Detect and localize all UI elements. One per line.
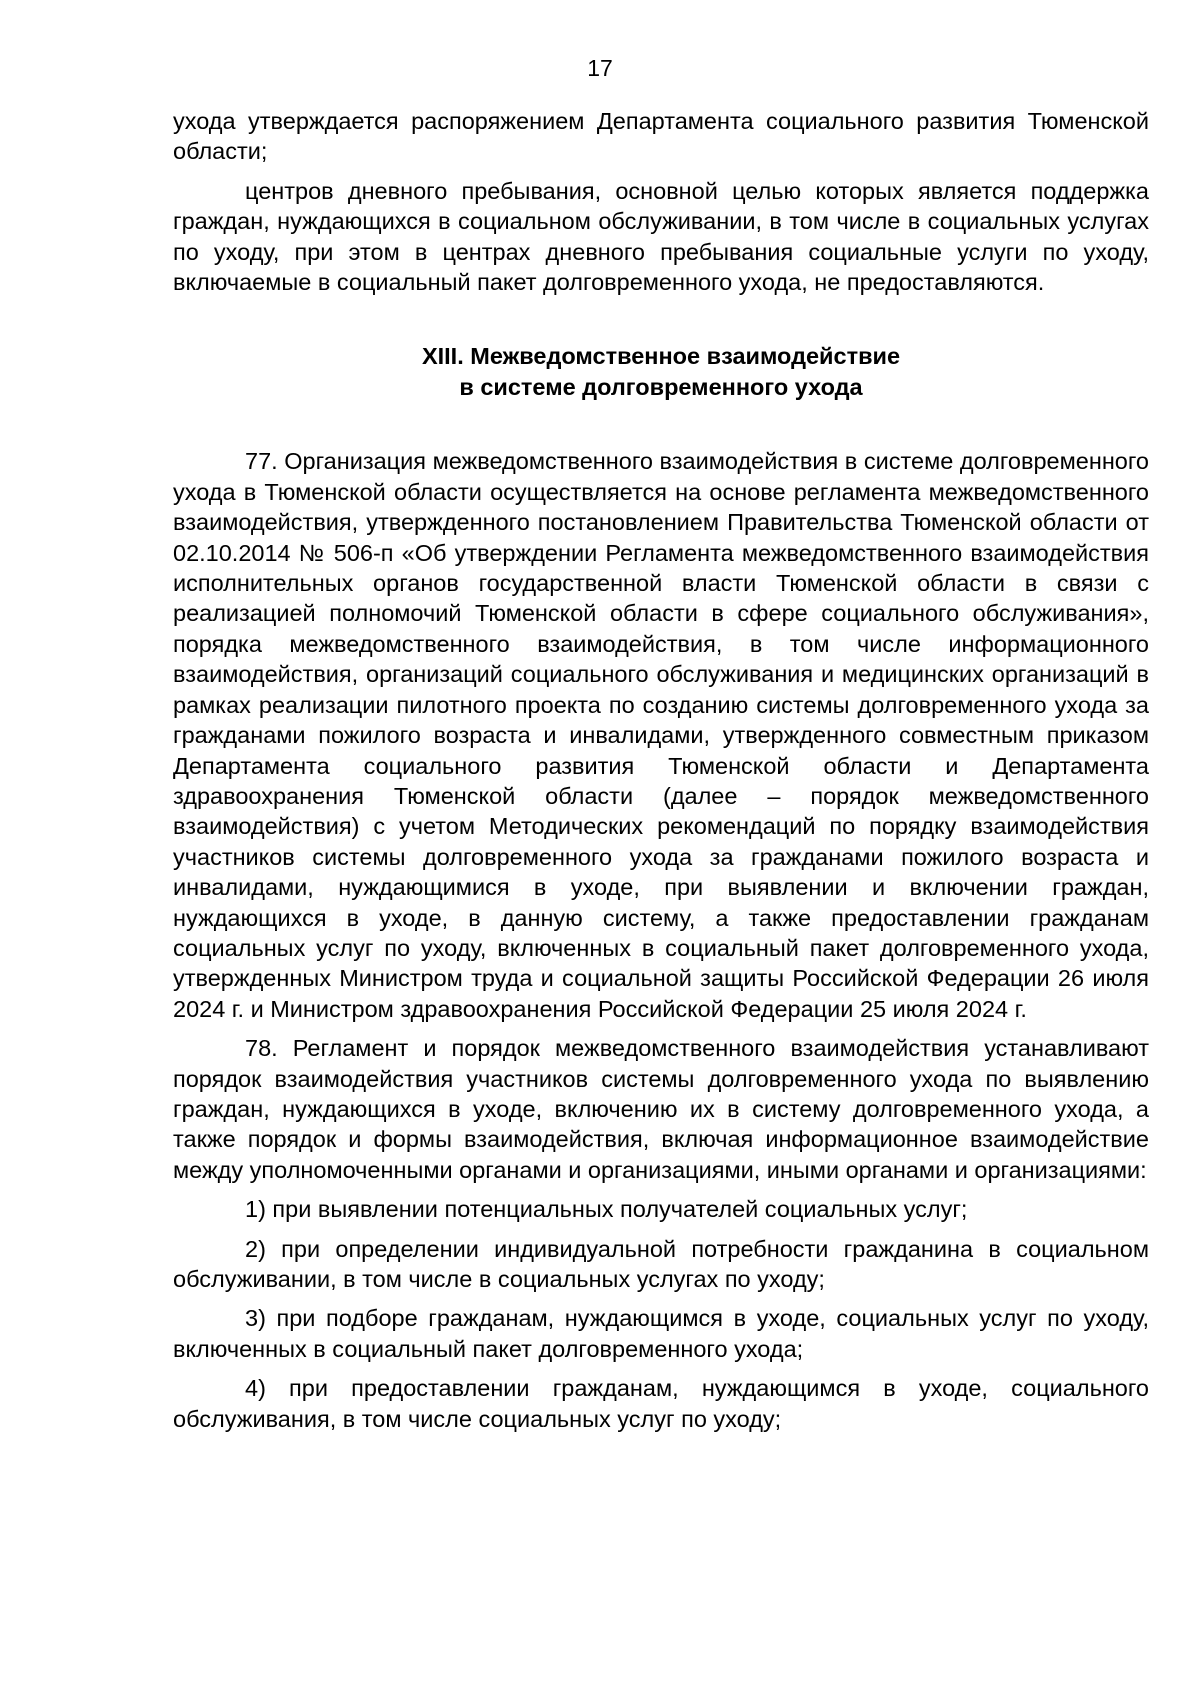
list-item-2: 2) при определении индивидуальной потребности гражданина в социальном обслуживании, в том числе в социальных услугах по уходу; (173, 1235, 1149, 1292)
list-item-4: 4) при предоставлении гражданам, нуждающимся в уходе, социального обслуживания, в том числе социальных услуг по уходу; (173, 1375, 1149, 1432)
page-number: 17 (587, 55, 613, 81)
paragraph-78: 78. Регламент и порядок межведомственного взаимодействия устанавливают порядок взаимодействия участников системы долговременного ухода по выявлению граждан, нуждающихся в уходе, включению их в систему долговременного ухода, а также порядок и формы взаимодействия, включая информационное взаимодействие между уполномоченными органами и организациями, иными органами и организациями: (173, 1035, 1149, 1183)
list-item-3: 3) при подборе гражданам, нуждающимся в уходе, социальных услуг по уходу, включенных в социальный пакет долговременного ухода; (173, 1305, 1149, 1362)
section-heading-line-2: в системе долговременного ухода (459, 373, 863, 400)
paragraph-continuation: ухода утверждается распоряжением Департамента социального развития Тюменской области; (173, 108, 1149, 165)
list-item-1: 1) при выявлении потенциальных получателей социальных услуг; (245, 1196, 968, 1223)
section-heading (173, 341, 1149, 402)
paragraph-day-centers: центров дневного пребывания, основной целью которых является поддержка граждан, нуждающихся в социальном обслуживании, в том числе в социальных услугах по уходу, при этом в центрах дневного пребывания социальные услуги по уходу, включаемые в социальный пакет долговременного ухода, не предоставляются. (173, 177, 1149, 296)
paragraph-77: 77. Организация межведомственного взаимодействия в системе долговременного ухода в Тюменской области осуществляется на основе регламента межведомственного взаимодействия, утвержденного постановлением Правительства Тюменской области от 02.10.2014 № 506-п «Об утверждении Регламента межведомственного взаимодействия исполнительных органов государственной власти Тюменской области в связи с реализацией полномочий Тюменской области в сфере социального обслуживания», порядка межведомственного взаимодействия, в том числе информационного взаимодействия, организаций социального обслуживания и медицинских организаций в рамках реализации пилотного проекта по созданию системы долговременного ухода за гражданами пожилого возраста и инвалидами, утвержденного совместным приказом Департамента социального развития Тюменской области и Департамента здравоохранения Тюменской области (далее – порядок межведомственного взаимодействия) с учетом Методических рекомендаций по порядку взаимодействия участников системы долговременного ухода за гражданами пожилого возраста и инвалидами, нуждающимися в уходе, при выявлении и включении граждан, нуждающихся в уходе, в данную систему, а также предоставлении гражданам социальных услуг по уходу, включенных в социальный пакет долговременного ухода, утвержденных Министром труда и социальной защиты Российской Федерации 26 июля 2024 г. и Министром здравоохранения Российской Федерации 25 июля 2024 г. (173, 448, 1149, 1022)
document-body (173, 106, 1149, 1443)
section-heading-line-1: XIII. Межведомственное взаимодействие (421, 343, 901, 370)
